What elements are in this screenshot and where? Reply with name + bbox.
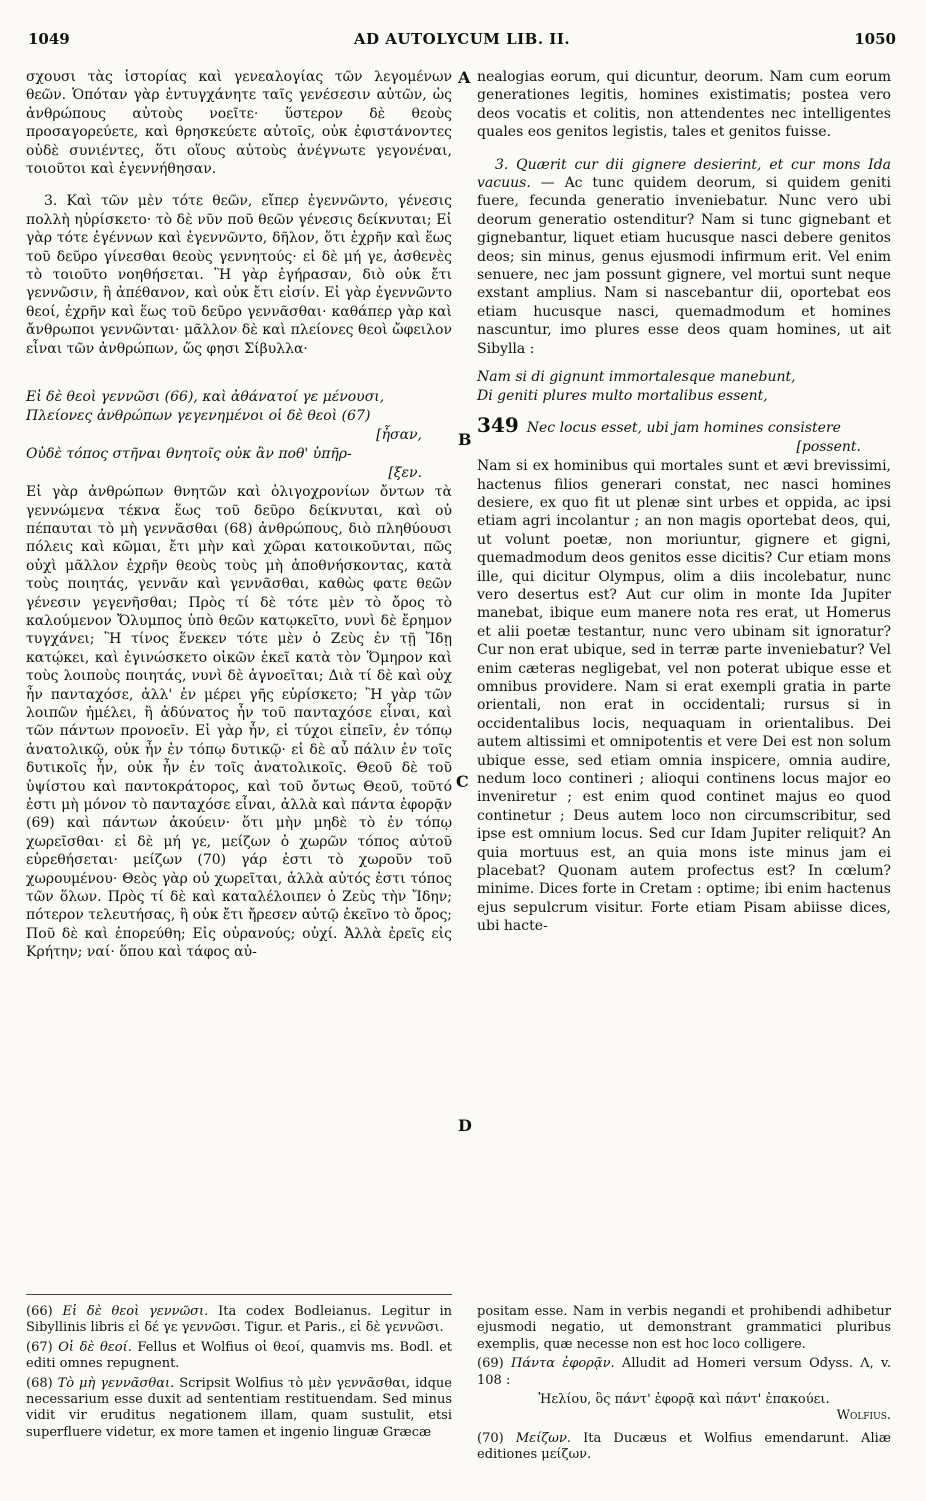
- greek-verse-1: Εἰ δὲ θεοὶ γεννῶσι (66), καὶ ἀθάνατοί γε μένουσι,: [26, 389, 385, 406]
- footnote-69-lemma: Πάντα ἐφορᾷν.: [510, 1356, 615, 1372]
- footnote-68-lemma: Τὸ μὴ γεννᾶσθαι.: [57, 1375, 175, 1391]
- margin-letter-a: A: [458, 68, 471, 87]
- running-title: AD AUTOLYCUM LIB. II.: [353, 30, 571, 48]
- latin-sibyl-verses: [477, 368, 891, 457]
- footnote-70-lemma: Μείζων.: [515, 1430, 571, 1446]
- footnote-68-text: Scripsit Wolfius τὸ μὲν γεννᾶσθαι, idque necessarium esse duxit ad sententiam restituendam. Sed minus vidit vir eruditus negationem illam, quam sustulit, etsi superfluere videtur, ex more tamen et ingenio linguæ Græcæ: [26, 1375, 452, 1440]
- footnote-69-signature: Wolfius.: [836, 1408, 891, 1424]
- greek-verse-2-tail: [ἦσαν,: [376, 427, 422, 444]
- latin-verse-3-line: [477, 413, 891, 438]
- latin-paragraph-1: nealogias eorum, qui dicuntur, deorum. Nam cum eorum generationes legitis, homines existimatis; postea vero deos vocatis et colitis, non attendentes nec intelligentes quales eos genitos legistis, tales et genitos fuisse.: [477, 69, 891, 141]
- footnote-67: [26, 1340, 452, 1373]
- footnote-66-label: (66): [26, 1304, 53, 1319]
- footnotes-right: [477, 1304, 891, 1467]
- latin-column: [477, 68, 891, 936]
- page-number-right: 1050: [854, 30, 896, 48]
- latin-paragraph-2: [477, 156, 891, 358]
- latin-section-heading: 3. Quærit cur dii gignere desierint, et cur mons Ida vacuus.: [477, 156, 891, 192]
- footnote-70-text: Ita Ducæus et Wolfius emendarunt. Aliæ editiones μείζων.: [477, 1430, 891, 1463]
- footnote-69: [477, 1356, 891, 1425]
- greek-paragraph-3: Εἰ γὰρ ἀνθρώπων θνητῶν καὶ ὀλιγοχρονίων ὄντων τὰ γεννώμενα τέκνα ἕως τοῦ δεῦρο δείκνυται, καὶ οὐ πέπαυται τὸ μὴ γεννᾶσθαι (68) ἀνθρώπους, διὸ πληθύουσι πόλεις καὶ κῶμαι, ἔτι μὴν καὶ χῶραι κατοικοῦνται, πῶς οὐχὶ μᾶλλον ἐχρῆν θεοὺς τοὺς μὴ ἀποθνήσκοντας, κατὰ τοὺς ποιητάς, γεννᾶν καὶ γεννᾶσθαι, καθὼς φατε θεῶν γένεσιν γεγενῆσθαι; Πρὸς τί δὲ τότε μὲν τὸ ὄρος τὸ καλούμενον Ὄλυμπος ὑπὸ θεῶν κατῳκεῖτο, νυνὶ δὲ ἔρημον τυγχάνει; Ἢ τίνος ἕνεκεν τότε μὲν ὁ Ζεὺς ἐν τῇ Ἴδῃ κατῴκει, καὶ ἐγινώσκετο οἰκῶν ἐκεῖ κατὰ τὸν Ὅμηρον καὶ τοὺς λοιποὺς ποιητάς, νυνὶ δὲ ἀγνοεῖται; Διὰ τί δὲ καὶ οὐχ ἦν πανταχόσε, ἀλλ' ἐν μέρει γῆς εὑρίσκετο; Ἢ γὰρ τῶν λοιπῶν ἠμέλει, ἢ ἀδύνατος ἦν τοῦ πανταχόσε εἶναι, καὶ τῶν πάντων προνοεῖν. Εἰ γὰρ ἦν, εἰ τύχοι εἰπεῖν, ἐν τόπῳ ἀνατολικῷ, οὐκ ἦν ἐν τόπῳ δυτικῷ· εἰ δὲ αὖ πάλιν ἐν τοῖς δυτικοῖς ἦν, οὐκ ἦν ἐν τοῖς ἀνατολικοῖς. Θεοῦ δὲ τοῦ ὑψίστου καὶ παντοκράτορος, καὶ τοῦ ὄντως Θεοῦ, τοῦτό ἐστι μὴ μόνον τὸ πανταχόσε εἶναι, ἀλλὰ καὶ πάντα ἐφορᾷν (69) καὶ πάντων ἀκούειν· ὅτι μὴν μηδὲ τὸ ἐν τόπῳ χωρεῖσθαι· εἰ δὲ μή γε, μείζων ὁ χωρῶν τόπος αὐτοῦ εὑρεθήσεται· μείζων (70) γάρ ἐστι τὸ χωροῦν τοῦ χωρουμένου· Θεὸς γὰρ οὐ χωρεῖται, ἀλλὰ αὐτός ἐστι τόπος τῶν ὅλων. Πρὸς τί δὲ καὶ καταλέλοιπεν ὁ Ζεὺς τὴν Ἴδην; πότερον τελευτήσας, ἢ οὐκ ἔτι ἤρεσεν αὐτῷ ἐκεῖνο τὸ ὄρος; Ποῦ δὲ καὶ ἐπορεύθη; Εἰς οὐρανούς; οὐχί. Ἀλλὰ ἐρεῖς εἰς Κρήτην; ναί· ὅπου καὶ τάφος αὐ-: [26, 484, 452, 961]
- greek-paragraph-1: σχουσι τὰς ἱστορίας καὶ γενεαλογίας τῶν λεγομένων θεῶν. Ὁπόταν γὰρ ἐντυγχάνητε ταῖς γενέσεσιν αὐτῶν, ὡς ἀνθρώπους αὐτοὺς νοεῖτε· ὕστερον δὲ θεοὺς προσαγορεύετε, καὶ θρησκεύετε αὐτοῖς, οὐκ ἐφιστάνοντες οὐδὲ συνιέντες, ὅτι οἵους αὐτοὺς ἀνέγνωτε γεγονέναι, τοιοῦτοι καὶ ἐγεννήθησαν.: [26, 69, 452, 178]
- latin-paragraph-2-text: — Ac tunc quidem deorum, si quidem geniti fuere, fecunda generatio inveniebatur. Nunc vero ubi deorum generatio ostenditur? Nam si tunc gignebant et gignebantur, liquet etiam hucusque nasci debere genitos deos; sin minus, genus ejusmodi infirmum erit. Vel enim senuere, nec jam possunt gignere, vel mortui sunt neque exstant amplius. Nam si nascebantur dii, oportebat eos etiam hucusque nasci, quemadmodum et homines nascuntur, imo plures esse deos quam homines, ut ait Sibylla :: [477, 175, 891, 357]
- margin-letter-d: D: [458, 1116, 472, 1135]
- footnote-68: [26, 1376, 452, 1442]
- footnote-69-text: Alludit ad Homeri versum Odyss. Λ, v. 108 :: [477, 1356, 891, 1388]
- greek-verse-3-tail: [ξεν.: [388, 465, 422, 482]
- homer-quote: Ἠελίου, ὃς πάντ' ἐφορᾷ καὶ πάντ' ἐπακούει.: [538, 1392, 830, 1408]
- margin-letter-b: B: [458, 430, 472, 449]
- greek-column: [26, 68, 452, 962]
- footnote-68-label: (68): [26, 1375, 53, 1391]
- latin-paragraph-3: Nam si ex hominibus qui mortales sunt et ævi brevissimi, hactenus filios generari constat, nec nasci homines desiere, ex quo fit ut plenæ sint urbes et oppida, ac ipsi etiam agri incolantur ; an non magis oportebat deos, qui, ut volunt poetæ, non moriuntur, gignere et gigni, quemadmodum deos genitos esse dicitis? Cur etiam mons ille, qui dicitur Olympus, olim a diis incolebatur, nunc vero desertus est? Aut cur olim in monte Ida Jupiter manebat, ibique eum manere nota res erat, ut Homerus et alii poetæ testantur, nunc vero ubinam sit ignoratur? Cur non erat ubique, sed in terræ parte inveniebatur? Vel enim cæteras negligebat, vel non poterat ubique esse et omnibus providere. Nam si erat exempli gratia in parte orientali, non erat in occidentali; rursus si in occidentalibus locis, nequaquam in orientalibus. Dei autem altissimi et omnipotentis et vere Dei est non solum ubique esse, sed etiam omnia inspicere, omnia audire, nedum loco contineri ; alioqui continens locus major eo inveniretur ; est enim quod continet majus eo quod continetur ; Deus autem loco non circumscribitur, sed ipse est omnium locus. Sed cur Idam Jupiter reliquit? An quia mortuus est, an quia mons iste minus jam ei placebat? Quonam autem profectus est? In cœlum? minime. Dices forte in Cretam : optime; ibi enim hactenus ejus sepulcrum visitur. Forte etiam Pisam abiisse dices, ubi hacte-: [477, 458, 891, 935]
- column-number: 349: [477, 413, 519, 438]
- latin-verse-3-tail: [possent.: [796, 439, 861, 456]
- greek-verse-3: Οὐδὲ τόπος στῆναι θνητοῖς οὐκ ἂν ποθ' ὑπῆρ-: [26, 446, 352, 463]
- footnote-67-label: (67): [26, 1339, 53, 1355]
- footnote-66: [26, 1304, 452, 1337]
- greek-sibyl-verses: [26, 388, 452, 483]
- page-header: [28, 30, 896, 56]
- footnote-rule: [26, 1294, 452, 1295]
- footnote-70: [477, 1431, 891, 1464]
- footnote-67-lemma: Οἱ δὲ θεοί.: [58, 1339, 132, 1355]
- footnotes-left: [26, 1304, 452, 1444]
- footnote-66-lemma: Εἰ δὲ θεοὶ γεννῶσι.: [62, 1304, 209, 1319]
- margin-letter-c: C: [456, 772, 469, 791]
- footnote-66-text: Ita codex Bodleianus. Legitur in Sibyllinis libris εἰ δέ γε γεννῶσι. Tigur. et Paris., εἰ δὲ γεννῶσι.: [26, 1304, 452, 1336]
- footnote-70-label: (70): [477, 1430, 504, 1446]
- page-number-left: 1049: [28, 30, 70, 48]
- latin-verse-1: Nam si di gignunt immortalesque manebunt,: [477, 369, 796, 386]
- greek-verse-2: Πλείονες ἀνθρώπων γεγενημένοι οἱ δὲ θεοὶ (67): [26, 408, 371, 425]
- latin-verse-2: Di geniti plures multo mortalibus essent,: [477, 388, 768, 405]
- greek-paragraph-2: 3. Καὶ τῶν μὲν τότε θεῶν, εἴπερ ἐγεννῶντο, γένεσις πολλὴ ηὑρίσκετο· τὸ δὲ νῦν ποῦ θεῶν γένεσις δείκνυται; Εἰ γὰρ τότε ἐγέννων καὶ ἐγεννῶντο, δῆλον, ὅτι ἐχρῆν καὶ ἕως τοῦ δεῦρο γίνεσθαι θεοὺς γεννητούς· εἰ δὲ μή γε, ἀσθενὲς τὸ τοιοῦτο νοηθήσεται. Ἢ γὰρ ἐγήρασαν, διὸ οὐκ ἔτι γεννῶσιν, ἢ ἀπέθανον, καὶ οὐκ ἔτι εἰσίν. Εἰ γὰρ ἐγεννῶντο θεοί, ἐχρῆν καὶ ἕως τοῦ δεῦρο γεννᾶσθαι· καθάπερ γὰρ καὶ ἄνθρωποι γεννῶνται· μᾶλλον δὲ καὶ πλείονες θεοὶ ὤφειλον εἶναι τῶν ἀνθρώπων, ὥς φησι Σίβυλλα·: [26, 193, 452, 357]
- footnote-67-text: Fellus et Wolfius οἱ θεοί, quamvis ms. Bodl. et editi omnes repugnent.: [26, 1339, 452, 1372]
- footnote-68-continued: positam esse. Nam in verbis negandi et prohibendi adhibetur ejusmodi negatio, ut demonstrant grammatici pluribus exemplis, quæ necesse non est hoc loco colligere.: [477, 1304, 891, 1352]
- footnote-69-label: (69): [477, 1356, 504, 1372]
- latin-verse-3: Nec locus esset, ubi jam homines consistere: [526, 420, 841, 437]
